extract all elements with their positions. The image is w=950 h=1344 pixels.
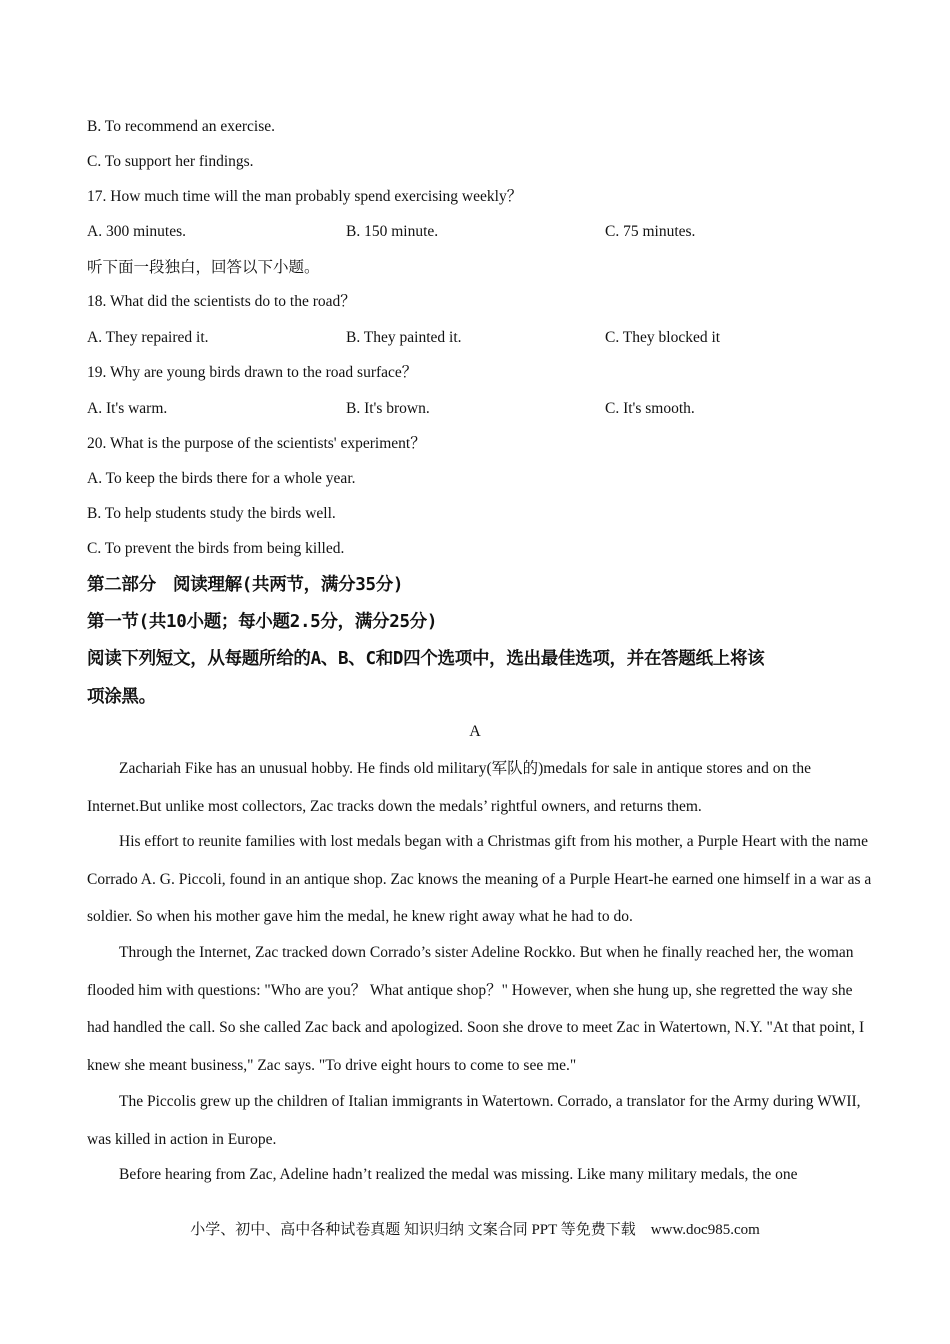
reading-instruction-line1: 阅读下列短文，从每题所给的A、B、C和D四个选项中，选出最佳选项，并在答题纸上将该 (87, 649, 765, 669)
q19-option-b: B. It's brown. (346, 400, 430, 417)
reading-section-title: 第一节(共10小题；每小题2.5分，满分25分) (87, 612, 438, 632)
passage-paragraph: Zachariah Fike has an unusual hobby. He finds old military(军队的)medals for sale in antique stores and on the Internet.But unlike most collectors, Zac tracks down the medals’ rightful owners, and returns them. (87, 760, 812, 815)
q17-option-c: C. 75 minutes. (605, 223, 696, 240)
q18-question: 18. What did the scientists do to the road？ (87, 293, 356, 310)
q17-option-a: A. 300 minutes. (87, 223, 187, 240)
q18-option-c: C. They blocked it (605, 329, 721, 346)
q16-option-c: C. To support her findings. (87, 153, 254, 170)
passage-label: A (469, 723, 481, 740)
q18-option-b: B. They painted it. (346, 329, 462, 346)
q16-option-b: B. To recommend an exercise. (87, 118, 276, 135)
q20-question: 20. What is the purpose of the scientists' experiment？ (87, 435, 426, 452)
q19-question: 19. Why are young birds drawn to the road surface？ (87, 364, 418, 381)
reading-instruction-line2: 项涂黑。 (87, 687, 156, 707)
reading-part-title: 第二部分 阅读理解(共两节，满分35分) (87, 575, 404, 595)
q17-option-b: B. 150 minute. (346, 223, 439, 240)
page-footer: 小学、初中、高中各种试卷真题 知识归纳 文案合同 PPT 等免费下载 www.doc985.com (190, 1222, 760, 1238)
passage-paragraph: The Piccolis grew up the children of Italian immigrants in Watertown. Corrado, a translator for the Army during WWII, was killed in action in Europe. (87, 1093, 861, 1148)
q17-question: 17. How much time will the man probably spend exercising weekly？ (87, 188, 523, 205)
q20-option-b: B. To help students study the birds well. (87, 505, 336, 522)
q20-option-c: C. To prevent the birds from being killed. (87, 540, 345, 557)
q20-option-a: A. To keep the birds there for a whole year. (87, 470, 356, 487)
passage-paragraph: His effort to reunite families with lost medals began with a Christmas gift from his mother, a Purple Heart with the name Corrado A. G. Piccoli, found in an antique shop. Zac knows the meaning of a Purple Heart-he earned one himself in a war as a soldier. So when his mother gave him the medal, he knew right away what he had to do. (87, 833, 872, 926)
q19-option-c: C. It's smooth. (605, 400, 695, 417)
passage-paragraph: Before hearing from Zac, Adeline hadn’t realized the medal was missing. Like many military medals, the one (119, 1166, 798, 1183)
q19-option-a: A. It's warm. (87, 400, 168, 417)
monologue-instruction: 听下面一段独白，回答以下小题。 (87, 259, 320, 276)
passage-paragraph: Through the Internet, Zac tracked down Corrado’s sister Adeline Rockko. But when he finally reached her, the woman flooded him with questions: "Who are you？ What antique shop？" However, when she hung up, she regretted the way she had handled the call. So she called Zac back and apologized. Soon she drove to meet Zac in Watertown, N.Y. "At that point, I knew she meant business," Zac says. "To drive eight hours to come to see me." (87, 944, 865, 1074)
q18-option-a: A. They repaired it. (87, 329, 209, 346)
